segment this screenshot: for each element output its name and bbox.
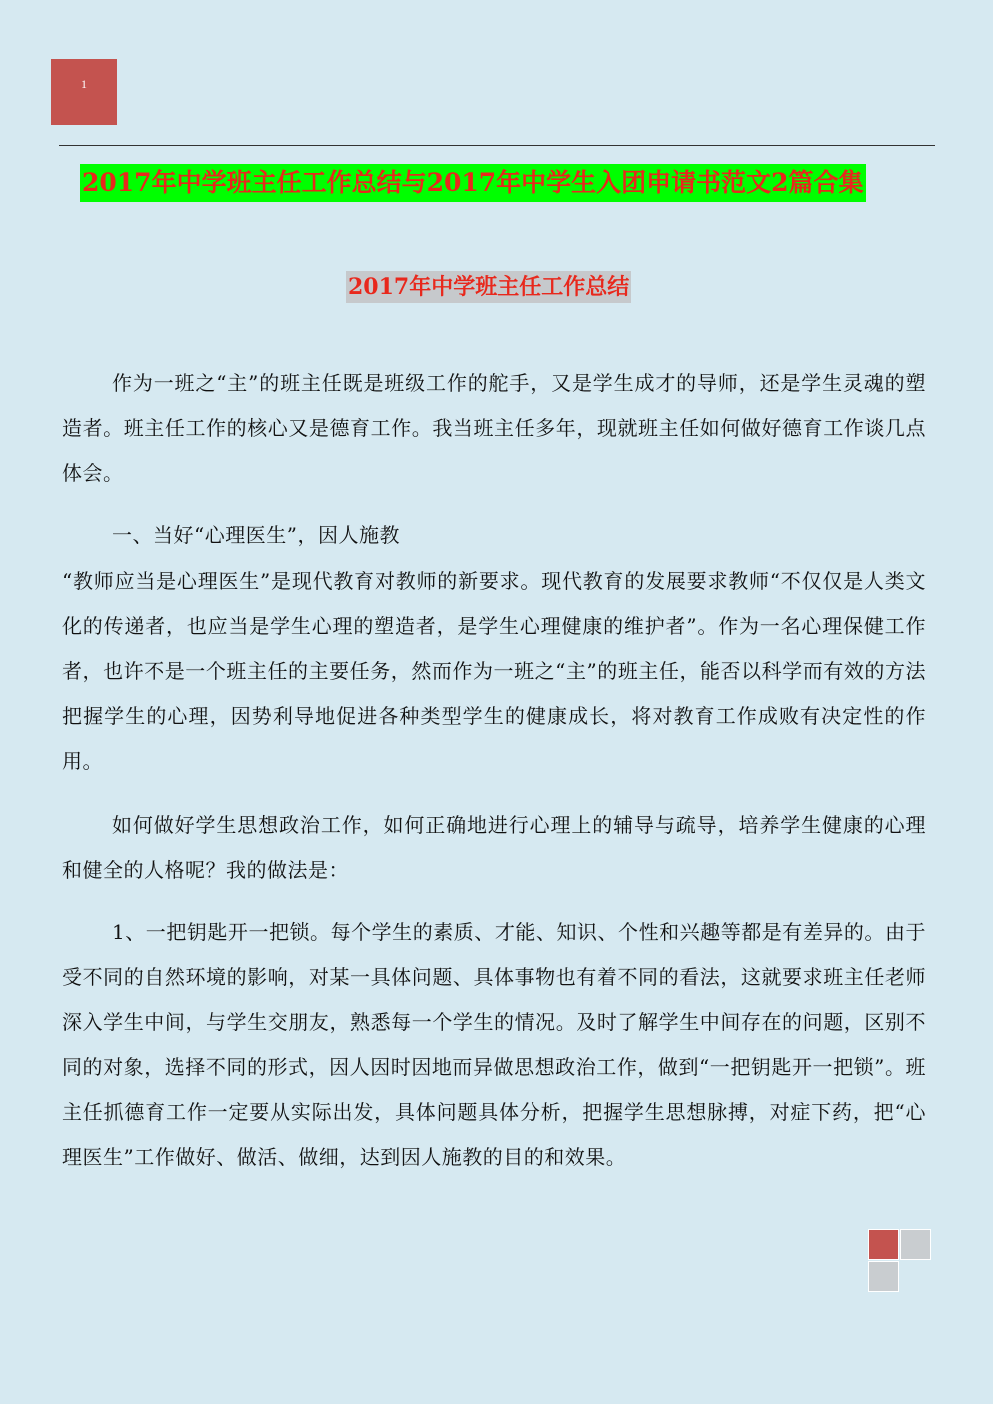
paragraph-text: 1、一把钥匙开一把锁。每个学生的素质、才能、知识、个性和兴趣等都是有差异的。由于受不同的自然环境的影响，对某一具体问题、具体事物也有着不同的看法，这就要求班主任老师深入学生中间，与学生交朋友，熟悉每一个学生的情况。及时了解学生中间存在的问题，区别不同的对象，选择不同的形式，因人因时因地而异做思想政治工作，做到“一把钥匙开一把锁”。班主任抓德育工作一定要从实际出发，具体问题具体分析，把握学生思想脉搏，对症下药，把“心理医生”工作做好、做活、做细，达到因人施教的目的和效果。 <box>62 920 926 1169</box>
paragraph-intro <box>62 361 926 496</box>
decorative-square-gray <box>900 1229 931 1260</box>
document-title: 2017年中学班主任工作总结与2017年中学生入团申请书范文2篇合集 <box>80 164 866 202</box>
decorative-square-red <box>868 1229 899 1260</box>
section-heading-one <box>62 513 926 558</box>
paragraph-method-one <box>62 910 926 1180</box>
paragraph-text: “教师应当是心理医生”是现代教育对教师的新要求。现代教育的发展要求教师“不仅仅是人类文化的传递者，也应当是学生心理的塑造者，是学生心理健康的维护者”。作为一名心理保健工作者，也许不是一个班主任的主要任务，然而作为一班之“主”的班主任，能否以科学而有效的方法把握学生的心理，因势利导地促进各种类型学生的健康成长，将对教育工作成败有决定性的作用。 <box>62 569 926 773</box>
decorative-square-gray <box>868 1261 899 1292</box>
paragraph-text: 作为一班之“主”的班主任既是班级工作的舵手，又是学生成才的导师，还是学生灵魂的塑造者。班主任工作的核心又是德育工作。我当班主任多年，现就班主任如何做好德育工作谈几点体会。 <box>62 371 926 485</box>
header-divider <box>59 145 935 146</box>
section-title: 2017年中学班主任工作总结 <box>346 271 631 303</box>
page-number: 1 <box>81 77 87 91</box>
heading-text: 一、当好“心理医生”，因人施教 <box>112 523 400 547</box>
paragraph-psychology <box>62 559 926 784</box>
paragraph-question <box>62 803 926 893</box>
page-number-badge <box>51 59 117 125</box>
paragraph-text: 如何做好学生思想政治工作，如何正确地进行心理上的辅导与疏导，培养学生健康的心理和健全的人格呢？我的做法是： <box>62 813 926 882</box>
